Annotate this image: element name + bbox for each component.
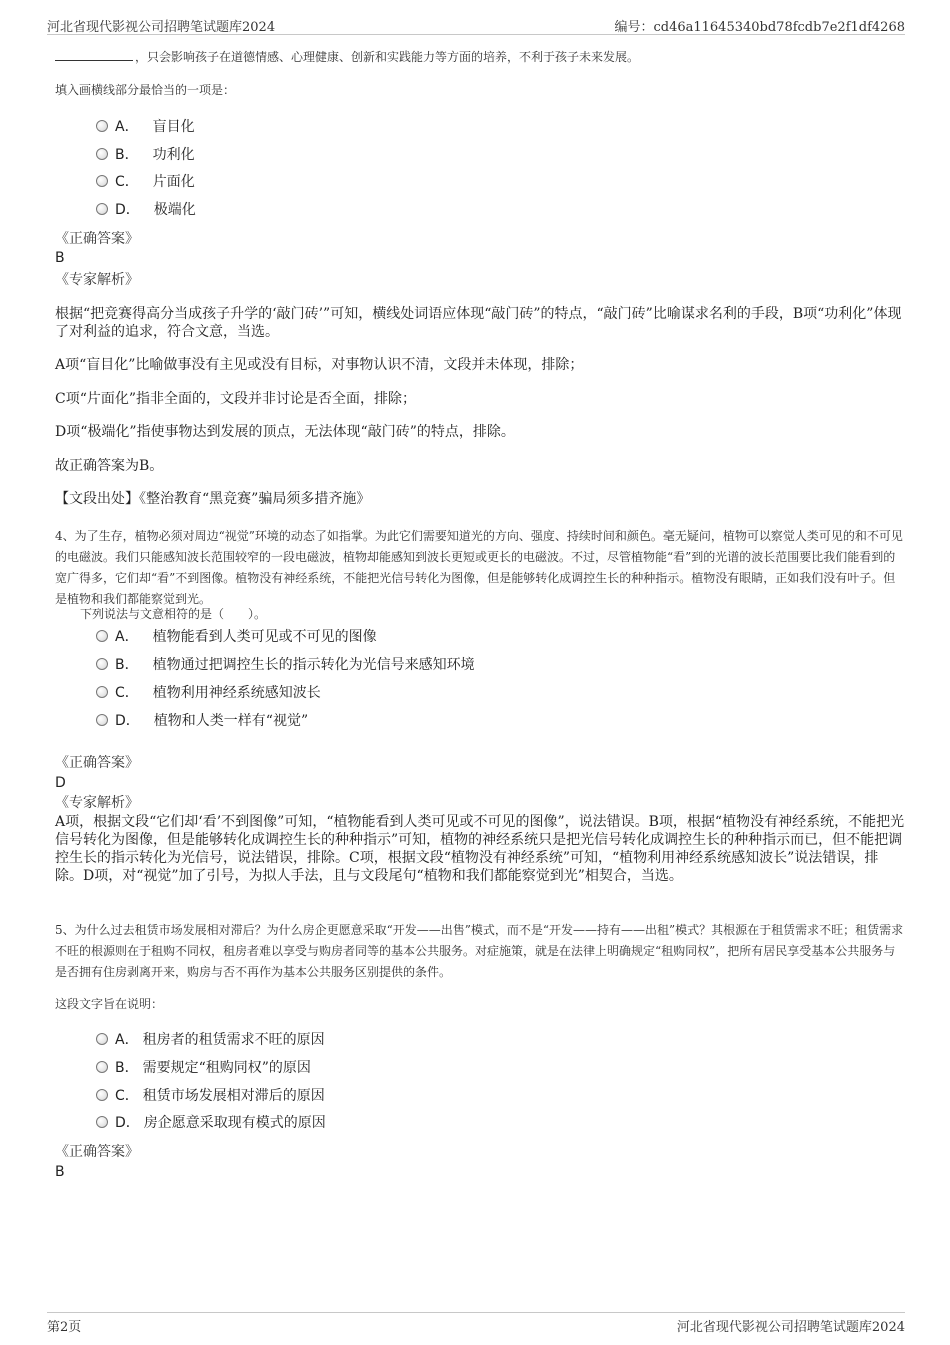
radio-icon[interactable]: [96, 658, 108, 670]
q5-option-a[interactable]: A． 租房者的租赁需求不旺的原因: [96, 1030, 325, 1050]
q3-prompt: 填入画横线部分最恰当的一项是：: [55, 83, 236, 97]
q3-analysis-3: C项“片面化”指非全面的，文段并非讨论是否全面，排除；: [55, 391, 417, 407]
radio-icon[interactable]: [96, 120, 108, 132]
footer-title: 河北省现代影视公司招聘笔试题库2024: [676, 1320, 905, 1335]
q5-option-b[interactable]: B． 需要规定“租购同权”的原因: [96, 1058, 311, 1078]
radio-icon[interactable]: [96, 1033, 108, 1045]
radio-icon[interactable]: [96, 203, 108, 215]
q3-stem: ，只会影响孩子在道德情感、心理健康、创新和实践能力等方面的培养，不利于孩子未来发展。: [55, 47, 905, 68]
q4-option-a[interactable]: A． 植物能看到人类可见或不可见的图像: [96, 627, 377, 647]
q4-option-c[interactable]: C． 植物利用神经系统感知波长: [96, 683, 321, 703]
radio-icon[interactable]: [96, 148, 108, 160]
radio-icon[interactable]: [96, 1089, 108, 1101]
q5-answer: B: [55, 1164, 65, 1180]
q4-prompt: 下列说法与文意相符的是（ ）。: [80, 607, 267, 621]
radio-icon[interactable]: [96, 686, 108, 698]
q3-option-a[interactable]: A． 盲目化: [96, 117, 195, 137]
page-number: 第2页: [47, 1320, 82, 1335]
page-footer: [47, 1312, 905, 1333]
radio-icon[interactable]: [96, 1061, 108, 1073]
q5-prompt: 这段文字旨在说明：: [55, 997, 164, 1011]
radio-icon[interactable]: [96, 630, 108, 642]
q5-answer-label: 《正确答案》: [55, 1144, 139, 1160]
q3-answer: B: [55, 250, 65, 266]
q3-source: 【文段出处】《整治教育“黑竞赛”骗局须多措齐施》: [55, 491, 371, 507]
q4-answer: D: [55, 775, 66, 791]
q5-option-c[interactable]: C． 租赁市场发展相对滞后的原因: [96, 1086, 325, 1106]
q3-analysis-label: 《专家解析》: [55, 272, 139, 288]
q3-analysis-5: 故正确答案为B。: [55, 458, 164, 474]
q3-answer-label: 《正确答案》: [55, 231, 139, 247]
q3-analysis-1: 根据“把竞赛得高分当成孩子升学的‘敲门砖’”可知，横线处词语应体现“敲门砖”的特点，“敲门砖”比喻谋求名利的手段，B项“功利化”体现了对利益的追求，符合文意，当选。: [55, 306, 902, 340]
fill-blank: [55, 48, 133, 61]
q3-analysis-2: A项“盲目化”比喻做事没有主见或没有目标，对事物认识不清，文段并未体现，排除；: [55, 357, 584, 373]
q4-stem: 4、为了生存，植物必须对周边“视觉”环境的动态了如指掌。为此它们需要知道光的方向、强度、持续时间和颜色。毫无疑问，植物可以察觉人类可见的和不可见的电磁波。我们只能感知波长范围较窄的一段电磁波，植物却能感知到波长更短或更长的电磁波。不过，尽管植物能“看”到的光谱的波长范围要比我们能看到的宽广得多，它们却“看”不到图像。植物没有神经系统，不能把光信号转化为图像，但是能够转化成调控生长的种种指示。植物没有眼睛，正如我们没有叶子。但是植物和我们都能察觉到光。: [55, 529, 903, 606]
header-doc-id: 编号：cd46a11645340bd78fcdb7e2f1df4268: [614, 20, 905, 35]
q4-answer-label: 《正确答案》: [55, 755, 139, 771]
q3-analysis-4: D项“极端化”指使事物达到发展的顶点，无法体现“敲门砖”的特点，排除。: [55, 424, 515, 440]
q3-option-b[interactable]: B． 功利化: [96, 145, 195, 165]
q4-analysis-label: 《专家解析》: [55, 795, 139, 811]
q3-option-d[interactable]: D． 极端化: [96, 200, 196, 220]
q4-option-b[interactable]: B． 植物通过把调控生长的指示转化为光信号来感知环境: [96, 655, 475, 675]
page-header: [47, 14, 905, 35]
q4-analysis: A项，根据文段“它们却‘看’不到图像”可知，“植物能看到人类可见或不可见的图像”，说法错误。B项，根据“植物没有神经系统，不能把光信号转化为图像，但是能够转化成调控生长的种种指示”可知，植物的神经系统只是把光信号转化成调控生长的种种指示而已，但不能把调控生长的指示转化为光信号，说法错误，排除。C项，根据文段“植物没有神经系统”可知，“植物利用神经系统感知波长”说法错误，排除。D项，对“视觉”加了引号，为拟人手法，且与文段尾句“植物和我们都能察觉到光”相契合，当选。: [55, 814, 905, 884]
q3-option-c[interactable]: C． 片面化: [96, 172, 195, 192]
radio-icon[interactable]: [96, 1116, 108, 1128]
q5-stem: 5、为什么过去租赁市场发展相对滞后？为什么房企更愿意采取“开发——出售”模式，而不是“开发——持有——出租”模式？其根源在于租赁需求不旺；租赁需求不旺的根源则在于租购不同权，租房者难以享受与购房者同等的基本公共服务。对症施策，就是在法律上明确规定“租购同权”，把所有居民享受基本公共服务与是否拥有住房剥离开来，购房与否不再作为基本公共服务区别提供的条件。: [55, 923, 904, 979]
header-title: 河北省现代影视公司招聘笔试题库2024: [47, 20, 276, 35]
radio-icon[interactable]: [96, 175, 108, 187]
q4-option-d[interactable]: D． 植物和人类一样有“视觉”: [96, 711, 308, 731]
q5-option-d[interactable]: D． 房企愿意采取现有模式的原因: [96, 1113, 326, 1133]
radio-icon[interactable]: [96, 714, 108, 726]
